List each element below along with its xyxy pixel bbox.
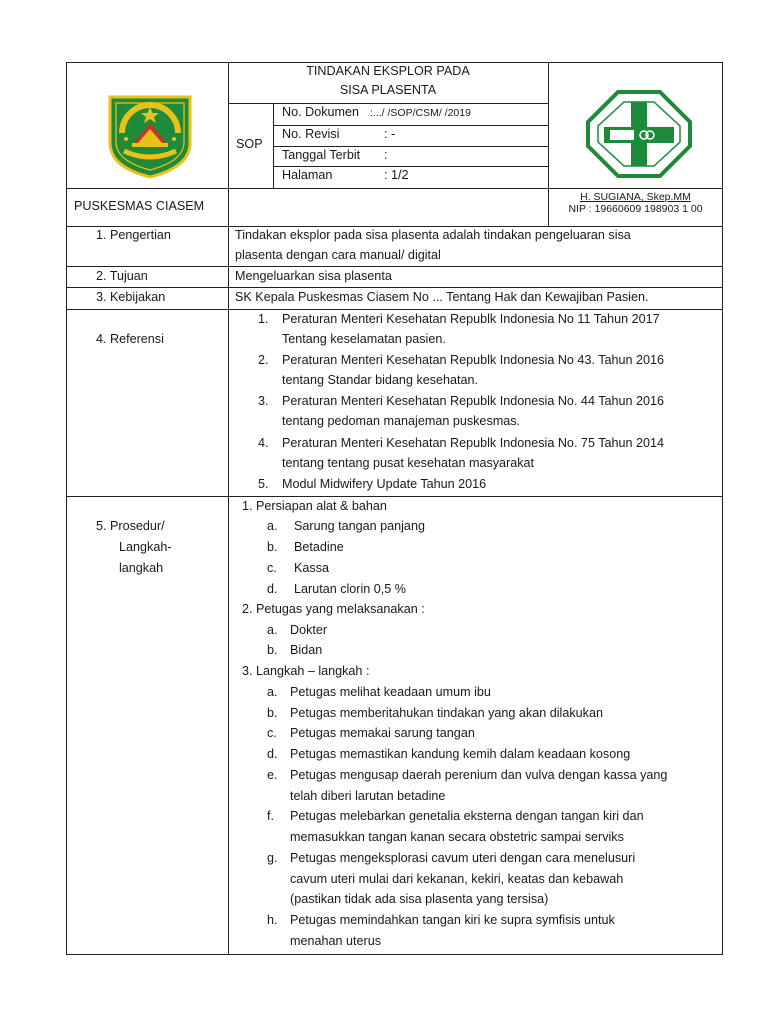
row-line-tujuan bbox=[66, 266, 723, 267]
procedure-item-text-cont: (pastikan tidak ada sisa plasenta yang tersisa) bbox=[290, 892, 549, 906]
kebijakan-label: 3. Kebijakan bbox=[96, 290, 166, 304]
doc-number-value: :.../ /SOP/CSM/ /2019 bbox=[370, 107, 471, 119]
puskesmas-logo-icon bbox=[586, 90, 692, 178]
ref-number: 5. bbox=[258, 477, 269, 491]
procedure-item-text: Bidan bbox=[290, 643, 323, 657]
procedure-item-letter: d. bbox=[267, 747, 278, 761]
pengertian-label: 1. Pengertian bbox=[96, 228, 171, 242]
column-divider bbox=[228, 62, 229, 955]
puskesmas-name: PUSKESMAS CIASEM bbox=[74, 199, 205, 213]
procedure-item-letter: f. bbox=[267, 809, 274, 823]
pengertian-text-line-2: plasenta dengan cara manual/ digital bbox=[235, 248, 441, 262]
revision-label: No. Revisi bbox=[282, 127, 340, 141]
ref-text-line-1: Peraturan Menteri Kesehatan Republk Indonesia No 43. Tahun 2016 bbox=[282, 353, 665, 367]
procedure-item-text: Petugas melebarkan genetalia eksterna dengan tangan kiri dan bbox=[290, 809, 644, 823]
referensi-label: 4. Referensi bbox=[96, 332, 164, 346]
procedure-item-text: Sarung tangan panjang bbox=[294, 519, 425, 533]
procedure-item-letter: e. bbox=[267, 768, 278, 782]
ref-text-line-1: Modul Midwifery Update Tahun 2016 bbox=[282, 477, 487, 491]
procedure-item-text-cont: menahan uterus bbox=[290, 934, 382, 948]
signer-nip: NIP : 19660609 198903 1 00 bbox=[568, 203, 703, 215]
procedure-item-text: Petugas memastikan kandung kemih dalam keadaan kosong bbox=[290, 747, 631, 761]
signer-name: H. SUGIANA, Skep.MM bbox=[580, 191, 691, 203]
procedure-item-text: Petugas melihat keadaan umum ibu bbox=[290, 685, 491, 699]
procedure-item-letter: a. bbox=[267, 623, 278, 637]
procedure-item-text: Petugas memakai sarung tangan bbox=[290, 726, 475, 740]
ref-text-line-2: tentang Standar bidang kesehatan. bbox=[282, 373, 479, 387]
procedure-item-text: Petugas mengeksplorasi cavum uteri dengan cara menelusuri bbox=[290, 851, 636, 865]
document-title-line-2: SISA PLASENTA bbox=[339, 83, 437, 97]
sop-label: SOP bbox=[236, 137, 263, 151]
ref-number: 4. bbox=[258, 436, 269, 450]
regency-emblem-icon bbox=[104, 93, 196, 179]
procedure-group-title: 2. Petugas yang melaksanakan : bbox=[242, 602, 425, 616]
prosedur-label-line-2: Langkah- bbox=[119, 540, 172, 554]
ref-text-line-2: tentang pedoman manajeman puskesmas. bbox=[282, 414, 521, 428]
procedure-item-letter: c. bbox=[267, 561, 277, 575]
issue-date-label: Tanggal Terbit bbox=[282, 148, 361, 162]
procedure-item-text: Larutan clorin 0,5 % bbox=[294, 582, 407, 596]
issue-date-value: : bbox=[384, 148, 388, 162]
tujuan-label: 2. Tujuan bbox=[96, 269, 148, 283]
page-label: Halaman bbox=[282, 168, 333, 182]
procedure-item-letter: g. bbox=[267, 851, 278, 865]
procedure-group-title: 3. Langkah – langkah : bbox=[242, 664, 370, 678]
ref-text-line-1: Peraturan Menteri Kesehatan Republk Indonesia No 11 Tahun 2017 bbox=[282, 312, 660, 326]
table-border-left bbox=[66, 62, 67, 955]
ref-text-line-1: Peraturan Menteri Kesehatan Republk Indonesia No. 44 Tahun 2016 bbox=[282, 394, 665, 408]
procedure-item-letter: d. bbox=[267, 582, 278, 596]
procedure-item-letter: b. bbox=[267, 540, 278, 554]
tujuan-text: Mengeluarkan sisa plasenta bbox=[235, 269, 392, 283]
procedure-item-text: Kassa bbox=[294, 561, 330, 575]
procedure-item-text: Petugas memindahkan tangan kiri ke supra symfisis untuk bbox=[290, 913, 615, 927]
kebijakan-text: SK Kepala Puskesmas Ciasem No ... Tentang Hak dan Kewajiban Pasien. bbox=[235, 290, 649, 304]
row-line-prosedur bbox=[66, 496, 723, 497]
revision-value: : - bbox=[384, 127, 396, 141]
prosedur-label-line-3: langkah bbox=[119, 561, 164, 575]
row-line-referensi bbox=[66, 309, 723, 310]
ref-text-line-2: tentang tentang pusat kesehatan masyarakat bbox=[282, 456, 535, 470]
header-bottom-left bbox=[66, 188, 548, 189]
procedure-group-title: 1. Persiapan alat & bahan bbox=[242, 499, 387, 513]
procedure-item-text: Betadine bbox=[294, 540, 344, 554]
procedure-item-text-cont: cavum uteri mulai dari kekanan, kekiri, keatas dan kebawah bbox=[290, 872, 624, 886]
ref-number: 1. bbox=[258, 312, 269, 326]
ref-text-line-1: Peraturan Menteri Kesehatan Republk Indonesia No. 75 Tahun 2014 bbox=[282, 436, 665, 450]
procedure-item-text-cont: telah diberi larutan betadine bbox=[290, 789, 446, 803]
ref-number: 2. bbox=[258, 353, 269, 367]
prosedur-label-line-1: 5. Prosedur/ bbox=[96, 519, 165, 533]
ref-number: 3. bbox=[258, 394, 269, 408]
procedure-item-text: Petugas memberitahukan tindakan yang akan dilakukan bbox=[290, 706, 603, 720]
title-bottom-line bbox=[228, 103, 548, 104]
row-line-kebijakan bbox=[66, 287, 723, 288]
procedure-item-letter: c. bbox=[267, 726, 277, 740]
procedure-item-letter: b. bbox=[267, 706, 278, 720]
procedure-item-letter: h. bbox=[267, 913, 278, 927]
procedure-item-text: Dokter bbox=[290, 623, 328, 637]
page-value: : 1/2 bbox=[384, 168, 409, 182]
doc-number-label: No. Dokumen bbox=[282, 105, 359, 119]
procedure-item-text: Petugas mengusap daerah perenium dan vulva dengan kassa yang bbox=[290, 768, 668, 782]
document-title-line-1: TINDAKAN EKSPLOR PADA bbox=[306, 64, 470, 78]
procedure-item-text-cont: memasukkan tangan kanan secara obstetric sampai serviks bbox=[290, 830, 624, 844]
procedure-item-letter: a. bbox=[267, 519, 278, 533]
ref-text-line-2: Tentang keselamatan pasien. bbox=[282, 332, 446, 346]
table-border-bottom bbox=[66, 954, 723, 955]
pengertian-text-line-1: Tindakan eksplor pada sisa plasenta adalah tindakan pengeluaran sisa bbox=[235, 228, 631, 242]
procedure-item-letter: a. bbox=[267, 685, 278, 699]
procedure-item-letter: b. bbox=[267, 643, 278, 657]
